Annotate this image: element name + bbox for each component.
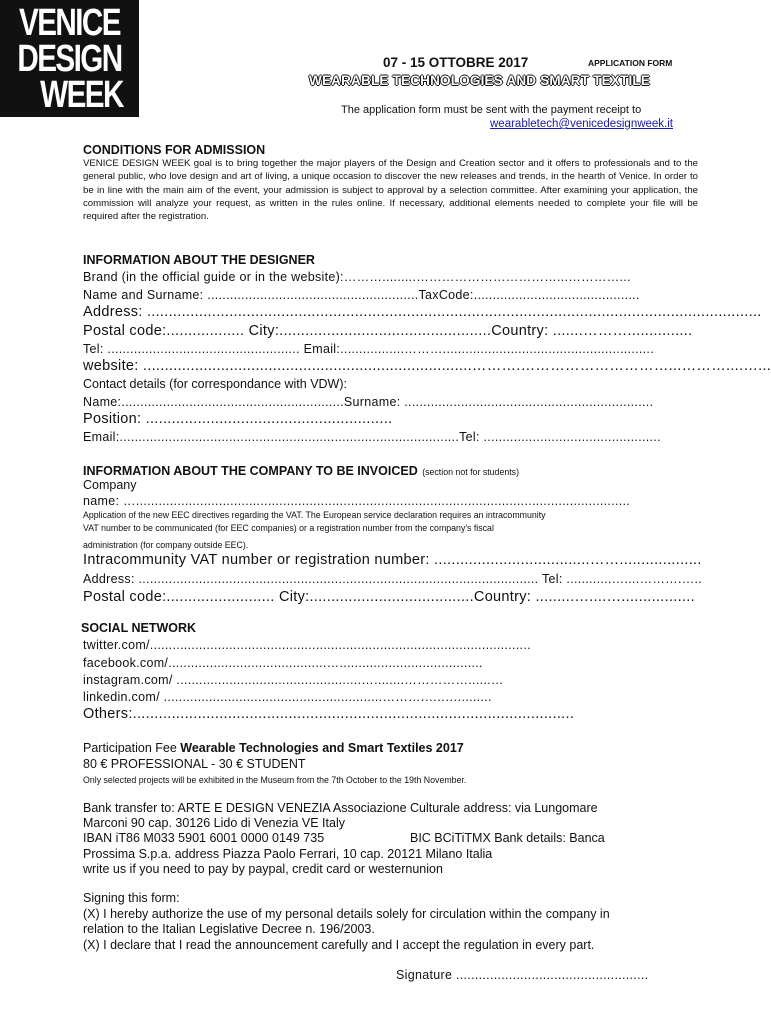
company-label: Company xyxy=(83,478,137,492)
fee-note: Only selected projects will be exhibited in the Museum from the 7th October to the 19th November. xyxy=(83,775,467,785)
send-note: The application form must be sent with the payment receipt to xyxy=(341,104,642,116)
bank-line-1: Bank transfer to: ARTE E DESIGN VENEZIA Associazione Culturale address: via Lungomare xyxy=(83,801,598,815)
fee-prices: 80 € PROFESSIONAL - 30 € STUDENT xyxy=(83,757,306,771)
application-email-link[interactable]: wearabletech@venicedesignweek.it xyxy=(490,118,674,130)
fee-line xyxy=(83,741,464,755)
company-name-field[interactable]: name: …................................................................................................................................... xyxy=(83,494,631,508)
vat-note-line-2: VAT number to be communicated (for EEC companies) or a registration number from the company's fiscal xyxy=(83,523,494,533)
signing-consent-3: (X) I declare that I read the announcement carefully and I accept the regulation in every part. xyxy=(83,938,595,952)
brand-field[interactable]: Brand (in the official guide or in the website):……….........……………………………...…………... xyxy=(83,270,631,284)
contact-name-surname-field[interactable]: Name:...........................................................Surname: .................................................................. xyxy=(83,395,654,409)
contact-email-tel-field[interactable]: Email:..........................................................................................Tel: ............................................... xyxy=(83,430,661,444)
bank-line-5: write us if you need to pay by paypal, credit card or westernunion xyxy=(83,862,443,876)
event-dates: 07 - 15 OTTOBRE 2017 xyxy=(383,55,529,70)
postal-city-country-field[interactable]: Postal code:.................. City:.................................................Country: .......………............... xyxy=(83,323,693,339)
linkedin-field[interactable]: linkedin.com/ ..........................................................……….…..…......... xyxy=(83,690,492,704)
designer-section-title: INFORMATION ABOUT THE DESIGNER xyxy=(83,253,315,267)
vat-note-line-1: Application of the new EEC directives regarding the VAT. The European service declaration requires an intracommunity xyxy=(83,510,546,520)
tel-email-field[interactable]: Tel: ................................................... Email:.................………........................................................ xyxy=(83,342,654,356)
vat-number-field[interactable]: Intracommunity VAT number or registration number: ....................................……................... xyxy=(83,552,702,568)
company-section-title: INFORMATION ABOUT THE COMPANY TO BE INVOICED xyxy=(83,464,418,478)
signing-consent-1: (X) I hereby authorize the use of my personal details solely for circulation within the company in xyxy=(83,907,610,921)
bank-bic: BIC BCiTiTMX Bank details: Banca xyxy=(410,831,605,845)
bank-line-2: Marconi 90 cap. 30126 Lido di Venezia VE Italy xyxy=(83,816,345,830)
signing-title: Signing this form: xyxy=(83,891,180,905)
company-section-note: (section not for students) xyxy=(422,467,520,477)
signature-field[interactable]: Signature ................................................... xyxy=(396,968,649,982)
signing-consent-2: relation to the Italian Legislative Decree n. 196/2003. xyxy=(83,922,375,936)
logo-line-2: DESIGN xyxy=(17,38,122,80)
bank-iban: IBAN iT86 M033 5901 6001 0000 0149 735 xyxy=(83,831,325,845)
conditions-text: VENICE DESIGN WEEK goal is to bring together the major players of the Design and Creation sector and it offers to professionals and to the general public, who love design and art of living, a unique occasion to discover the new releases and trends, in the hearth of Venice. In order to be in line with the main aim of the event, your admission is subject to approval by a selection committee. After examining your application, the commission will analyze your request, as written in the rules online. If necessary, additional elements needed to complete your file will be required after the registration. xyxy=(83,158,698,223)
instagram-field[interactable]: instagram.com/ .................................................…........……………......… xyxy=(83,673,504,687)
company-address-tel-field[interactable]: Address: .......................................................................................................... Tel: ............…....……….….. xyxy=(83,572,703,586)
fee-prefix: Participation Fee xyxy=(83,741,181,755)
application-form-label: APPLICATION FORM xyxy=(588,58,673,68)
fee-event-name: Wearable Technologies and Smart Textiles 2017 xyxy=(180,741,464,755)
logo-line-1: VENICE xyxy=(18,2,120,44)
contact-details-label: Contact details (for correspondance with VDW): xyxy=(83,377,347,391)
website-field[interactable]: website: ............................................................................……….…………………………...………....…... xyxy=(83,358,771,374)
conditions-title: CONDITIONS FOR ADMISSION xyxy=(83,143,266,157)
position-field[interactable]: Position: ......................................................... xyxy=(83,411,393,427)
facebook-field[interactable]: facebook.com/..........................................…...................................... xyxy=(83,656,483,670)
social-network-title: SOCIAL NETWORK xyxy=(81,621,197,635)
bank-line-4: Prossima S.p.a. address Piazza Paolo Ferrari, 10 cap. 20121 Milano Italia xyxy=(83,847,493,861)
company-postal-city-country-field[interactable]: Postal code:......................... City:......................................Country: .........…....…................. xyxy=(83,589,695,605)
vat-note-line-3: administration (for company outside EEC). xyxy=(83,540,249,550)
company-section-title-row xyxy=(83,462,519,480)
address-field[interactable]: Address: .............................................................................................................................................. xyxy=(83,304,762,320)
name-taxcode-field[interactable]: Name and Surname: ........................................................TaxCode:............................................ xyxy=(83,288,640,302)
logo-line-3: WEEK xyxy=(40,74,123,116)
event-title: WEARABLE TECHNOLOGIES AND SMART TEXTILE xyxy=(309,73,651,88)
venice-design-week-logo xyxy=(0,0,139,117)
others-field[interactable]: Others:...................................................................................................... xyxy=(83,706,575,722)
twitter-field[interactable]: twitter.com/..................................................................................................... xyxy=(83,638,531,652)
